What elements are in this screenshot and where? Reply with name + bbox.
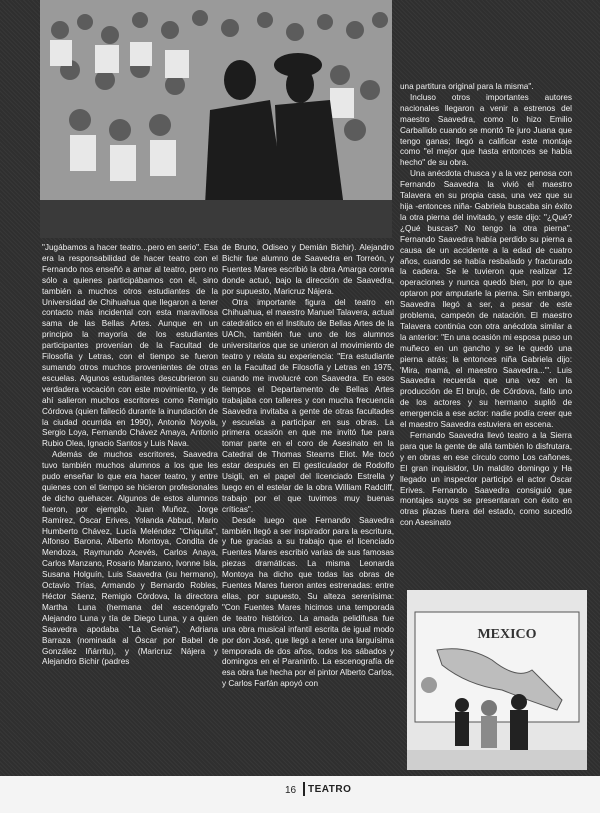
paragraph: Otra importante figura del teatro en Chihuahua, el maestro Manuel Talavera, actual catedrático en el Instituto de Bellas Artes de la UACh, también fue uno de los alumnos universitarios que se unieron al movimiento de teatro y relata su experiencia: "Era estudiante en la Facultad de Filosofía y Letras en 1975, cuando me involucré con Saavedra. En esos tiempos el Departamento de Bellas Artes trabajaba con talleres y con mucha frecuencia Saavedra invitaba a gente de otras facultades y escuelas a participar en sus obras. La primera ocasión en que me invitó fue para tomar parte en el coro de Asesinato en la Catedral de Thomas Stearns Eliot. Me tocó estar después en El gesticulador de Rodolfo Usigli, en el papel del licenciado Estrella y luego en el estelar de la obra William Radcliff, trabajo por el que tuvimos muy buenas críticas". [222, 297, 394, 514]
paragraph: una partitura original para la misma". [400, 82, 534, 91]
children-map-photo [407, 590, 587, 770]
article-column-right [400, 82, 572, 580]
paragraph: Incluso otros importantes autores nacionales llegaron a venir a estrenos del maestro Saavedra, como lo hizo Emilio Carballido cuando se montó Te juro Juana que tengo ganas; llegó a calificar este montaje como "el mejor que hasta entonces se había hecho" de su obra. [400, 92, 572, 168]
paragraph: Además de muchos escritores, Saavedra tuvo también muchos alumnos a los que les pudo enseñar lo que era hacer teatro, y entre quienes con el tiempo se hicieron profesionales de dicho quehacer. Algunos de estos alumnos fueron, por ejemplo, Juan Muñoz, Jorge Ramírez, Óscar Erives, Yolanda Abbud, Mario Humberto Chávez, Lucía Meléndez "Chiquita", Alfonso Barona, Alberto Montoya, Condita de Mendoza, Raymundo Acevés, Carlos Anaya, Carlos Manzano, Rosario Manzano, Ivonne Isla, Susana Holguín, Luis Saavedra (su hermano), Octavio Trías, Armando y Bernardo Robles, Héctor Sáenz, Remigio Córdova, la directora Martha Luna (hermana del escenógrafo Alejandro Luna y tía de Diego Luna, y a quien Saavedra apodaba "La Genia"), Adriana Barraza (nominada al Óscar por Babel de González Iñárritu), y (Maricruz Nájera y Alejandro Bichir (padres [42, 450, 218, 667]
theater-photo-illustration [40, 0, 392, 238]
article-column-left [42, 243, 218, 763]
paragraph: de Bruno, Odiseo y Demián Bichir). Alejandro Bichir fue alumno de Saavedra en Torreón, y Fuentes Mares escribió la obra Amarga corona donde actuó, bajo la dirección de Saavedra, por supuesto, Maricruz Nájera. [222, 243, 394, 296]
theater-performance-photo [40, 0, 392, 238]
paragraph: "Jugábamos a hacer teatro...pero en serio". Esa era la responsabilidad de hacer teatro con el Fernando nos enseñó a amar al teatro, pero no sólo a quienes participábamos con él, sino también a muchos otros estudiantes de la Universidad de Chihuahua que llegaron a tener contacto más incidental con esta maravillosa sama de las Bellas Artes. Aunque en un principio la mayoría de los estudiantes participantes provenían de la Facultad de Filosofía y Letras, con el tiempo se fueron sumando otros muchos provenientes de otras escuelas. Algunos estudiantes descubrieron su verdadera vocación con este movimiento, y de ahí salieron muchos escritores como Remigio Córdova (quien falleció durante la inundación de la ciudad ocurrida en 1990), Antonio Noyola, Sergio Loya, Fernando Chávez Amaya, Antonio Rubio Olea, Ignacio Santos y Luis Nava. [42, 243, 218, 449]
paragraph: Una anécdota chusca y a la vez penosa con Fernando Saavedra la vivió el maestro Talavera en su propia casa, una vez que su hija -entonces niña- Gabriela buscaba sin éxito la otra pierna del invitado, y este dijo: "¿Qué? ¿Qué buscas? No tengo la otra pierna". Fernando Saavedra había perdido su pierna a causa de un accidente a la edad de cuatro años, cuando se había resbalado y fracturado la cadera. Se le tuvieron que realizar 12 operaciones y nunca quedó bien, por lo que optaron por amputarle la pierna. Sin embargo, Saavedra llegó a ser, a pesar de este problema, campeón de natación. El maestro Talavera continúa con otra anécdota similar a la anterior: "En una ocasión mi esposa puso un muñeco en un gancho y se le quedó una pierna atrás; la entonces niña Gabriela dijo: 'Mira, mamá, el maestro Saavedra...'". Luis Saavedra recuerda que una vez en la producción de El brujo, de Córdova, fallo uno de los actores y su hermano suplió de emergencia a ese actor: nadie podía creer que el maestro Saavedra estuviera en escena. [400, 169, 572, 430]
page-footer [0, 776, 600, 813]
map-label: MEXICO [477, 627, 537, 642]
children-map-illustration [407, 590, 587, 770]
footer-divider [303, 782, 305, 796]
page-number: 16 [285, 785, 297, 796]
paragraph: Desde luego que Fernando Saavedra también llegó a ser inspirador para la escritura, y fue gracias a su trabajo que el licenciado Fuentes Mares escribió varias de sus famosas piezas dramáticas. La misma Leonarda Montoya ha dicho que todas las obras de Fuentes Mares fueron antes estrenadas: entre ellas, por supuesto, Su alteza serenísima: "Con Fuentes Mares hicimos una temporada de teatro histórico. La amada pelidifusa fue una obra musical infantil escrita de igual modo por don José, que llegó a tener una larguísima temporada de dos años, todos los sábados y domingos en el Paraninfo. La escenografía de esa obra fue hecha por el pintor Alberto Carlos, y Carlos Farfán apoyó con [222, 515, 394, 689]
section-label: TEATRO [308, 784, 352, 795]
article-column-middle [222, 243, 394, 763]
paragraph: Fernando Saavedra llevó teatro a la Sierra para que la gente de allá también lo disfrutara, y en obras en ese círculo como Los cañones, El gran inquisidor, Un maldito domingo y Ha llegado un inspector participó el actor Óscar Erives. Fernando Saavedra consiguió que montajes suyos se presentaran con éxito en otras plazas fuera del estado, como sucedió con Asesinato [400, 431, 572, 528]
